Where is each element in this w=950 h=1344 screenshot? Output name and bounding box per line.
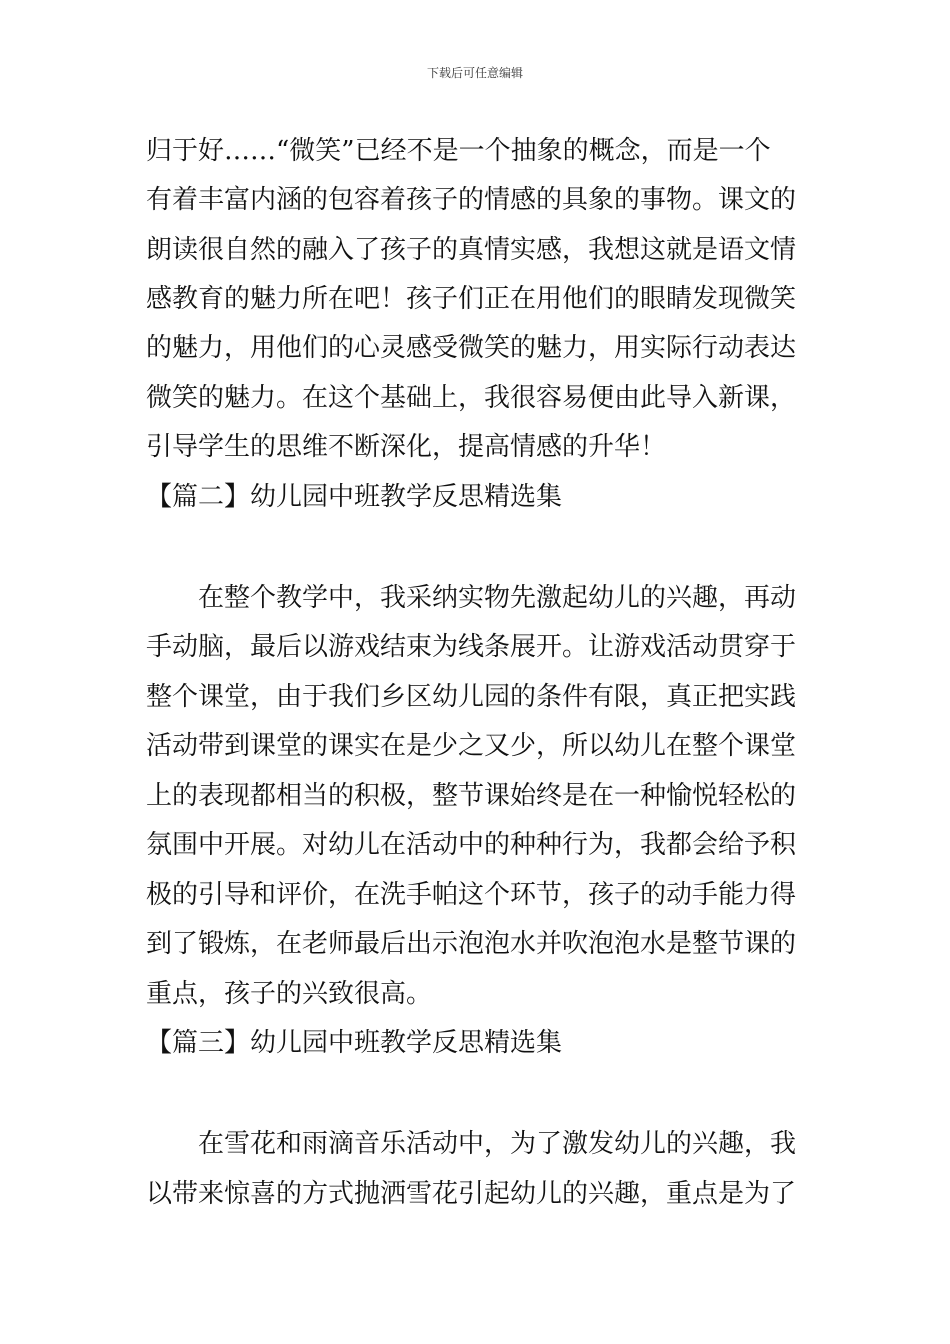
section-heading: 【篇二】幼儿园中班教学反思精选集 [146,482,563,512]
paragraph-first-line: 在整个教学中，我采纳实物先激起幼儿的兴趣，再动 [198,583,797,613]
paragraph-first-line: 在雪花和雨滴音乐活动中，为了激发幼儿的兴趣，我 [198,1129,797,1159]
body-text-line: 微笑的魅力。在这个基础上，我很容易便由此导入新课， [146,383,797,413]
body-text-line: 归于好……“微笑”已经不是一个抽象的概念，而是一个 [146,136,771,166]
body-text-line: 感教育的魅力所在吧！孩子们正在用他们的眼睛发现微笑 [146,284,797,314]
body-text-line: 重点，孩子的兴致很高。 [146,979,433,1009]
body-text-line: 有着丰富内涵的包容着孩子的情感的具象的事物。课文的 [146,185,797,215]
body-text-line: 引导学生的思维不断深化，提高情感的升华！ [146,432,667,462]
body-text-line: 整个课堂，由于我们乡区幼儿园的条件有限，真正把实践 [146,682,797,712]
body-text-line: 以带来惊喜的方式抛洒雪花引起幼儿的兴趣，重点是为了 [146,1179,797,1209]
page-header: 下载后可任意编辑 [426,66,523,80]
body-text-line: 氛围中开展。对幼儿在活动中的种种行为，我都会给予积 [146,830,797,860]
body-text-line: 手动脑，最后以游戏结束为线条展开。让游戏活动贯穿于 [146,632,797,662]
body-text-line: 极的引导和评价，在洗手帕这个环节，孩子的动手能力得 [146,880,797,910]
section-heading: 【篇三】幼儿园中班教学反思精选集 [146,1028,563,1058]
body-text-line: 的魅力，用他们的心灵感受微笑的魅力，用实际行动表达 [146,333,797,363]
body-text-line: 到了锻炼，在老师最后出示泡泡水并吹泡泡水是整节课的 [146,929,797,959]
body-text-line: 活动带到课堂的课实在是少之又少，所以幼儿在整个课堂 [146,731,797,761]
body-text-line: 上的表现都相当的积极，整节课始终是在一种愉悦轻松的 [146,781,797,811]
body-text-line: 朗读很自然的融入了孩子的真情实感，我想这就是语文情 [146,235,797,265]
